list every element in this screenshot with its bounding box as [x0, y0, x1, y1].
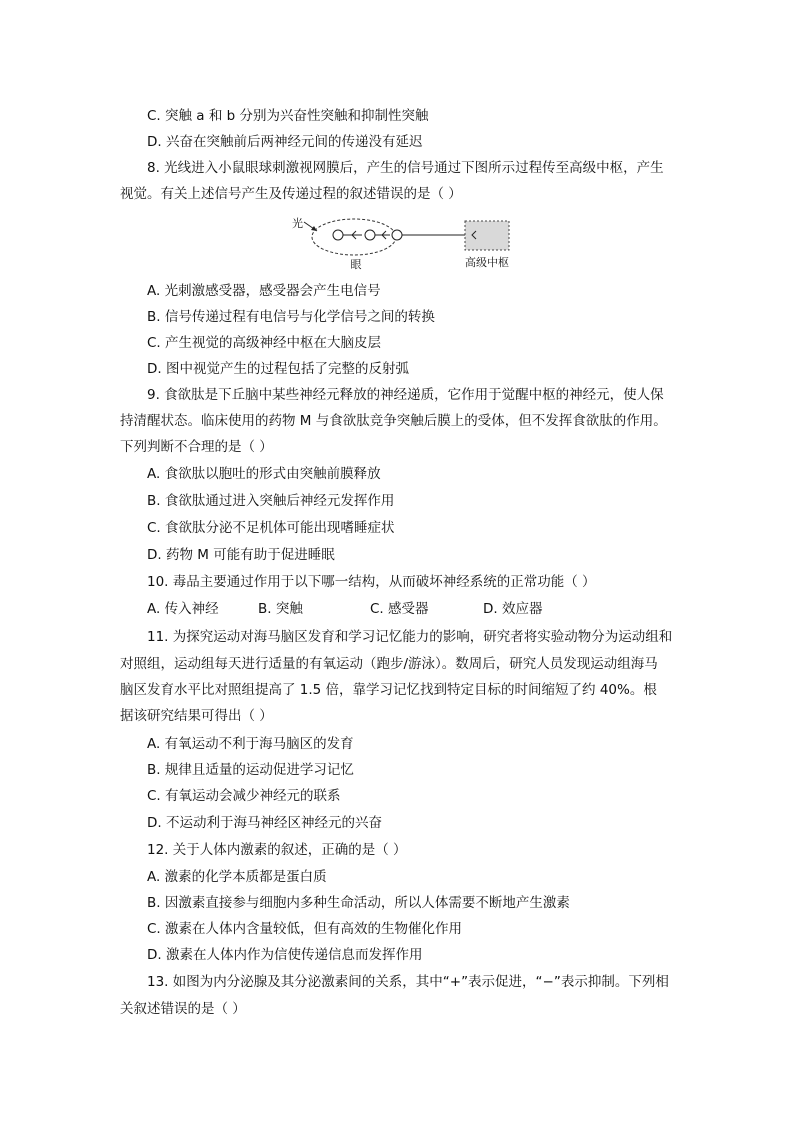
reflex-pathway-figure [290, 210, 520, 272]
q8-option-c: C. 产生视觉的高级神经中枢在大脑皮层 [147, 335, 382, 351]
question-13-stem-cont: 关叙述错误的是（ ） [120, 1001, 246, 1017]
q8-option-a: A. 光刺激感受器，感受器会产生电信号 [147, 283, 381, 299]
q9-option-d: D. 药物 M 可能有助于促进睡眠 [147, 547, 335, 563]
q10-option-b: B. 突触 [258, 601, 303, 617]
q12-option-c: C. 激素在人体内含量较低，但有高效的生物催化作用 [147, 921, 463, 937]
question-11-stem-cont-2: 脑区发育水平比对照组提高了 1.5 倍，靠学习记忆找到特定目标的时间缩短了约 40%。根 [120, 682, 657, 698]
q7-option-c: C. 突触 a 和 b 分别为兴奋性突触和抑制性突触 [147, 108, 429, 124]
question-10-stem: 10. 毒品主要通过作用于以下哪一结构，从而破坏神经系统的正常功能（ ） [147, 574, 596, 590]
q12-option-a: A. 激素的化学本质都是蛋白质 [147, 869, 327, 885]
light-arrowhead [311, 226, 317, 231]
q11-option-d: D. 不运动利于海马神经区神经元的兴奋 [147, 815, 382, 831]
receptor-cell-1 [333, 230, 343, 240]
q9-option-b: B. 食欲肽通过进入突触后神经元发挥作用 [147, 493, 395, 509]
q11-option-a: A. 有氧运动不利于海马脑区的发育 [147, 736, 354, 752]
q12-option-b: B. 因激素直接参与细胞内多种生命活动，所以人体需要不断地产生激素 [147, 895, 570, 911]
q10-option-a: A. 传入神经 [147, 601, 219, 617]
question-8-stem-cont: 视觉。有关上述信号产生及传递过程的叙述错误的是（ ） [120, 186, 462, 202]
question-9-stem: 9. 食欲肽是下丘脑中某些神经元释放的神经递质，它作用于觉醒中枢的神经元，使人保 [147, 387, 664, 403]
q9-option-a: A. 食欲肽以胞吐的形式由突触前膜释放 [147, 466, 381, 482]
light-label: 光 [292, 217, 303, 230]
question-11-stem-cont: 对照组，运动组每天进行适量的有氧运动（跑步/游泳）。数周后，研究人员发现运动组海马 [120, 656, 658, 672]
eye-label: 眼 [350, 258, 362, 271]
q10-option-d: D. 效应器 [483, 601, 543, 617]
neuron-3 [392, 230, 402, 240]
q7-option-d: D. 兴奋在突触前后两神经元间的传递没有延迟 [147, 134, 423, 150]
higher-center-box [465, 221, 509, 250]
question-9-stem-cont: 持清醒状态。临床使用的药物 M 与食欲肽竞争突触后膜上的受体，但不发挥食欲肽的作用。 [120, 413, 667, 429]
neuron-2 [365, 230, 375, 240]
q12-option-d: D. 激素在人体内作为信使传递信息而发挥作用 [147, 947, 423, 963]
question-12-stem: 12. 关于人体内激素的叙述，正确的是（ ） [147, 842, 407, 858]
q8-option-b: B. 信号传递过程有电信号与化学信号之间的转换 [147, 309, 435, 325]
q10-option-c: C. 感受器 [370, 601, 429, 617]
question-13-stem: 13. 如图为内分泌腺及其分泌激素间的关系，其中“+”表示促进，“−”表示抑制。下列相 [147, 974, 669, 990]
question-11-stem: 11. 为探究运动对海马脑区发育和学习记忆能力的影响，研究者将实验动物分为运动组和 [147, 629, 673, 645]
question-8-stem: 8. 光线进入小鼠眼球刺激视网膜后，产生的信号通过下图所示过程传至高级中枢，产生 [147, 160, 664, 176]
higher-center-label: 高级中枢 [465, 256, 509, 269]
question-9-stem-cont-2: 下列判断不合理的是（ ） [120, 439, 273, 455]
question-11-stem-cont-3: 据该研究结果可得出（ ） [120, 708, 273, 724]
pathway-diagram [290, 210, 520, 272]
q11-option-b: B. 规律且适量的运动促进学习记忆 [147, 762, 354, 778]
q11-option-c: C. 有氧运动会减少神经元的联系 [147, 788, 341, 804]
q9-option-c: C. 食欲肽分泌不足机体可能出现嗜睡症状 [147, 520, 395, 536]
q8-option-d: D. 图中视觉产生的过程包括了完整的反射弧 [147, 361, 409, 377]
